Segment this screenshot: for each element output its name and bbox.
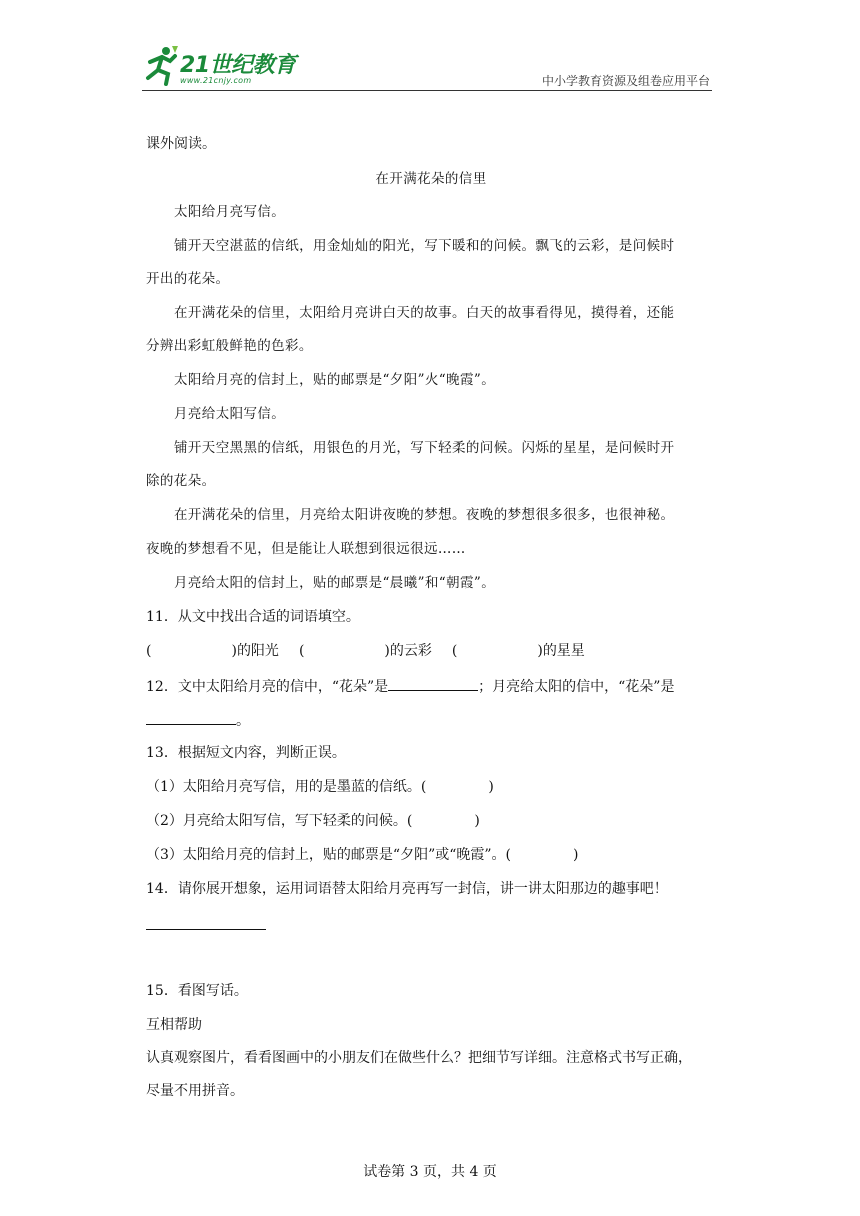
question-15-instructions: 认真观察图片，看看图画中的小朋友们在做些什么？把细节写详细。注意格式书写正确， [146, 1050, 692, 1066]
question-12-cont [146, 710, 716, 731]
paren-close: ) [537, 643, 543, 659]
question-11-blanks [146, 641, 716, 661]
passage-line: 开出的花朵。 [146, 271, 230, 287]
question-11: 11．从文中找出合适的词语填空。 [146, 609, 360, 625]
logo-url: www.21cnjy.com [180, 76, 252, 85]
question-12-text-b: ；月亮给太阳的信中，“花朵”是 [478, 679, 675, 695]
question-13-1-text: （1）太阳给月亮写信，用的是墨蓝的信纸。( [146, 779, 427, 795]
passage-line: 铺开天空黑黑的信纸，用银色的月光，写下轻柔的问候。闪烁的星星，是问候时开 [174, 440, 675, 456]
question-12-end: 。 [236, 713, 250, 729]
passage-line: 月亮给太阳的信封上，贴的邮票是“晨曦”和“朝霞”。 [174, 575, 496, 591]
question-15-instructions-cont: 尽量不用拼音。 [146, 1083, 244, 1099]
blank-3-label: 的星星 [542, 643, 585, 659]
answer-line-12a[interactable] [388, 676, 478, 691]
passage-title: 在开满花朵的信里 [375, 171, 487, 187]
question-13-1 [146, 777, 716, 797]
blank-1-label: 的阳光 [236, 643, 279, 659]
question-13: 13．根据短文内容，判断正误。 [146, 745, 346, 761]
logo-text: 21世纪教育 [180, 53, 296, 78]
question-12-text-a: 12．文中太阳给月亮的信中，“花朵”是 [146, 679, 389, 695]
site-logo [142, 44, 312, 90]
passage-line: 铺开天空湛蓝的信纸，用金灿灿的阳光，写下暖和的问候。飘飞的云彩，是问候时 [174, 238, 675, 254]
paren-close: ) [474, 813, 480, 829]
passage-line: 在开满花朵的信里，月亮给太阳讲夜晚的梦想。夜晚的梦想很多很多，也很神秘。 [174, 507, 675, 523]
paren-open: ( [451, 643, 458, 659]
passage-line: 太阳给月亮的信封上，贴的邮票是“夕阳”火“晚霞”。 [174, 372, 496, 388]
header-divider [142, 90, 712, 91]
question-15: 15．看图写话。 [146, 983, 248, 999]
passage-line: 夜晚的梦想看不见，但是能让人联想到很远很远…… [146, 541, 466, 557]
runner-logo-icon [142, 44, 180, 86]
paren-close: ) [573, 847, 579, 863]
blank-2-label: 的云彩 [389, 643, 432, 659]
paren-close: ) [384, 643, 390, 659]
paren-open: ( [146, 643, 152, 659]
question-13-3-text: （3）太阳给月亮的信封上，贴的邮票是“夕阳”或“晚霞”。( [146, 847, 511, 863]
question-13-2 [146, 811, 716, 831]
passage-line: 在开满花朵的信里，太阳给月亮讲白天的故事。白天的故事看得见，摸得着，还能 [174, 305, 675, 321]
paren-close: ) [231, 643, 237, 659]
answer-line-12b[interactable] [146, 710, 236, 725]
writing-title: 互相帮助 [146, 1017, 202, 1033]
paren-close: ) [488, 779, 494, 795]
platform-name: 中小学教育资源及组卷应用平台 [541, 74, 710, 88]
question-13-3 [146, 845, 716, 865]
reading-intro: 课外阅读。 [146, 136, 216, 152]
question-13-2-text: （2）月亮给太阳写信，写下轻柔的问候。( [146, 813, 413, 829]
answer-line-14[interactable] [146, 929, 266, 930]
passage-line: 分辨出彩虹般鲜艳的色彩。 [146, 338, 313, 354]
question-12 [146, 676, 716, 697]
page-footer: 试卷第 3 页，共 4 页 [363, 1164, 497, 1180]
passage-line: 月亮给太阳写信。 [174, 406, 286, 422]
paren-open: ( [298, 643, 305, 659]
passage-line: 除的花朵。 [146, 473, 216, 489]
question-14: 14．请你展开想象，运用词语替太阳给月亮再写一封信，讲一讲太阳那边的趣事吧！ [146, 881, 668, 897]
passage-line: 太阳给月亮写信。 [174, 204, 286, 220]
